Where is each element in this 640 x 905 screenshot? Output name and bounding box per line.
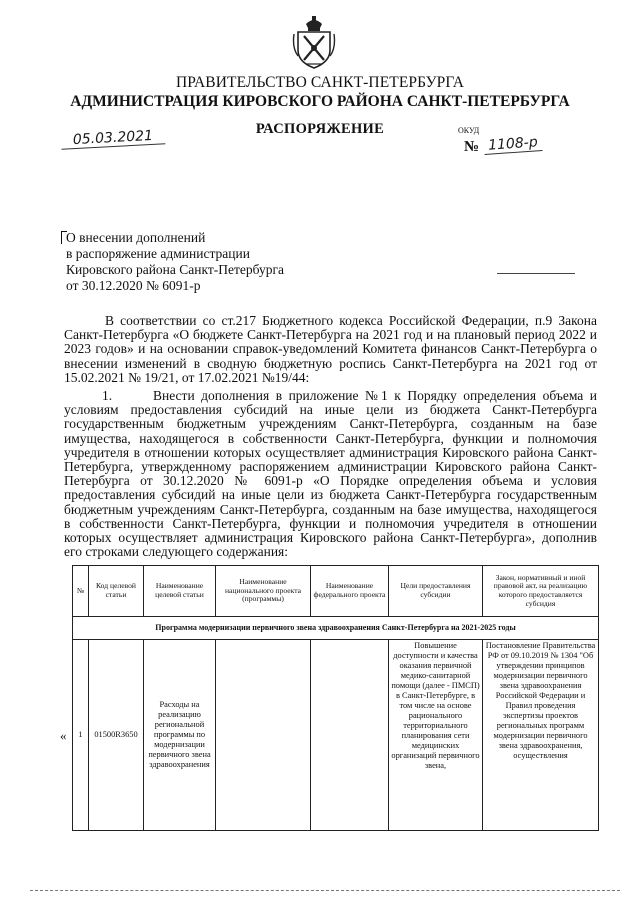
coat-of-arms-icon [292,14,336,70]
divider-line [497,273,575,274]
administration-title: АДМИНИСТРАЦИЯ КИРОВСКОГО РАЙОНА САНКТ-ПЕТЕРБУРГА [70,93,570,110]
subject-line-1: О внесении дополнений [66,230,206,245]
header-law: Закон, нормативный и иной правовой акт, на реализацию которого предоставляется субсидия [483,566,599,617]
handwritten-number: 1108-р [483,134,542,155]
row-name: Расходы на реализацию региональной программы по модернизации первичного звена здравоохранения [144,640,216,831]
document-type: РАСПОРЯЖЕНИЕ [255,121,385,137]
page-bottom-dashed-line [30,890,620,891]
subject-line-4: от 30.12.2020 № 6091-р [66,278,201,293]
paragraph-item-1 [64,389,597,559]
row-fed-project [311,640,389,831]
paragraph-preamble: В соответствии со ст.217 Бюджетного кодекса Российской Федерации, п.9 Закона Санкт-Петербурга «О бюджете Санкт-Петербурга на 2021 год и на плановый период 2022 и 2023 годов» и на основании справок-уведомлений Комитета финансов Санкт-Петербурга о внесении изменений в сводную бюджетную роспись Санкт-Петербурга на 2021 год от 15.02.2021 № 19/21, от 17.02.2021 №19/44: [64,313,597,385]
item-text: Внести дополнения в приложение №1 к Порядку определения объема и условиям предоставления субсидий на иные цели из бюджета Санкт-Петербурга государственным бюджетным учреждениям Санкт-Петербурга, созданным на базе имущества, находящегося в собственности Санкт-Петербурга, функции и полномочия учредителя в отношении которых осуществляет администрация Кировского района Санкт-Петербурга, утвержденному распоряжением администрации Кировского района Санкт-Петербурга от 30.12.2020 № 6091-р «О Порядке определения объема и условия предоставления субсидий на иные цели из бюджета Санкт-Петербурга государственным бюджетным учреждениям Санкт-Петербурга, созданным на базе имущества, находящегося в собственности Санкт-Петербурга, функции и полномочия учредителя в отношении которых осуществляет администрация Кировского района Санкт-Петербурга», дополнив его строками следующего содержания: [64,388,597,560]
subsidy-table [72,565,599,831]
okud-label: ОКУД [458,126,480,135]
document-subject [66,230,284,294]
header-goals: Цели предоставления субсидии [389,566,483,617]
subject-bracket [61,231,67,244]
row-law: Постановление Правительства РФ от 09.10.2019 № 1304 "Об утверждении принципов модернизации первичного звена здравоохранения Российской Федерации и Правил проведения экспертизы проектов региональных программ модернизации первичного звена здравоохранения, осуществления [483,640,599,831]
program-row [73,617,599,640]
item-number: 1. [102,388,113,403]
number-sign: № [464,139,480,155]
header-code: Код целевой статьи [89,566,144,617]
government-title: ПРАВИТЕЛЬСТВО САНКТ-ПЕТЕРБУРГА [175,74,465,91]
quote-mark: « [60,728,67,743]
table-row [73,640,599,831]
header-num: № [73,566,89,617]
header-fed-project: Наименование федерального проекта [311,566,389,617]
table-header-row [73,566,599,617]
row-code: 01500R3650 [89,640,144,831]
subject-line-2: в распоряжение администрации [66,246,250,261]
header-name: Наименование целевой статьи [144,566,216,617]
subject-line-3: Кировского района Санкт-Петербурга [66,262,285,277]
program-title: Программа модернизации первичного звена здравоохранения Санкт-Петербурга на 2021-2025 годы [73,617,599,640]
row-goals: Повышение доступности и качества оказания первичной медико-санитарной помощи (далее - ПМСП) в Санкт-Петербурге, в том числе на основе рационального территориального планирования сети медицинских организаций первичного звена, [389,640,483,831]
handwritten-date: 05.03.2021 [61,127,166,149]
row-project [216,640,311,831]
row-num: 1 [73,640,89,831]
header-project: Наименование национального проекта (программы) [216,566,311,617]
